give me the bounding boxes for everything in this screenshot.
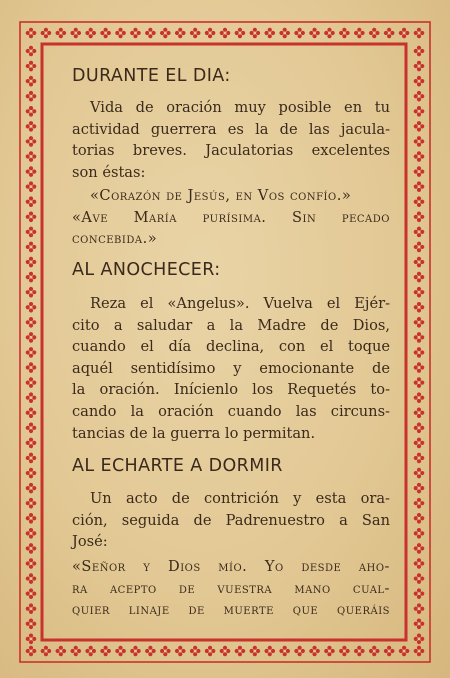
ornament-flower — [26, 196, 37, 207]
ornament-flower — [26, 181, 37, 192]
quote-line: concebida.» — [72, 230, 158, 248]
ornament-flower — [414, 196, 425, 207]
ornament-flower — [115, 28, 126, 39]
heading-al-anochecer: AL ANOCHECER: — [72, 260, 221, 280]
ornament-flower — [26, 543, 37, 554]
ornament-flower — [175, 28, 186, 39]
ornament-flower — [160, 646, 171, 657]
quote-line: «Señor y Dios mío. Yo desde aho- — [72, 558, 390, 575]
ornament-flower — [414, 151, 425, 162]
text-line: José: — [72, 533, 108, 551]
ornament-flower — [26, 483, 37, 494]
ornament-flower — [41, 646, 52, 657]
ornament-flower — [26, 227, 37, 238]
paragraph-al-echarte-a-dormir — [72, 488, 390, 553]
ornament-flower — [264, 28, 275, 39]
ornament-flower — [309, 28, 320, 39]
ornament-flower — [414, 634, 425, 645]
ornament-flower — [414, 588, 425, 599]
text-line: tancias de la guerra lo permitan. — [72, 424, 316, 442]
text-line: Reza el «Angelus». Vuelva el Ejér- — [90, 295, 390, 312]
ornament-flower — [26, 287, 37, 298]
ornament-flower — [26, 347, 37, 358]
ornament-flower — [190, 646, 201, 657]
heading-durante-el-dia: DURANTE EL DIA: — [72, 66, 231, 86]
ornament-flower — [26, 136, 37, 147]
ornament-flower — [264, 646, 275, 657]
ornament-flower — [115, 646, 126, 657]
ornament-flower — [26, 28, 37, 39]
ornament-flower — [26, 498, 37, 509]
ornament-flower — [414, 603, 425, 614]
ornament-flower — [414, 166, 425, 177]
ornament-flower — [26, 46, 37, 57]
ornament-flower — [414, 212, 425, 223]
ornament-flower — [384, 646, 395, 657]
ornament-flower — [399, 28, 410, 39]
text-line: ción, seguida de Padrenuestro a San — [72, 511, 390, 529]
ornament-flower — [414, 573, 425, 584]
paragraph-durante-el-dia — [72, 97, 390, 183]
ornament-flower — [26, 646, 37, 657]
prayer-quote-1 — [72, 185, 390, 250]
paragraph-al-anochecer — [72, 293, 390, 444]
ornament-flower — [130, 28, 141, 39]
ornament-flower — [205, 646, 216, 657]
ornament-flower — [26, 272, 37, 283]
ornament-flower — [26, 302, 37, 313]
ornament-flower — [414, 287, 425, 298]
ornament-flower — [414, 528, 425, 539]
ornament-flower — [26, 106, 37, 117]
ornament-flower — [160, 28, 171, 39]
ornament-flower — [26, 317, 37, 328]
text-line: cuando el día declina, con el toque — [72, 338, 390, 356]
ornament-flower — [324, 28, 335, 39]
ornament-flower — [414, 438, 425, 449]
ornament-flower — [414, 646, 425, 657]
ornament-flower — [130, 646, 141, 657]
ornament-flower — [26, 332, 37, 343]
ornament-flower — [414, 121, 425, 132]
ornament-flower — [85, 646, 96, 657]
ornament-flower — [414, 317, 425, 328]
ornament-flower — [26, 407, 37, 418]
ornament-flower — [414, 136, 425, 147]
ornament-flower — [26, 634, 37, 645]
ornament-flower — [384, 28, 395, 39]
ornament-flower — [70, 28, 81, 39]
quote-line: «Ave María purísima. Sin pecado — [72, 208, 390, 226]
ornament-flower — [26, 513, 37, 524]
ornament-flower — [414, 46, 425, 57]
ornament-flower — [414, 242, 425, 253]
ornament-flower — [26, 76, 37, 87]
ornament-flower — [414, 407, 425, 418]
ornament-flower — [414, 76, 425, 87]
prayer-quote-2 — [72, 556, 390, 621]
text-line: torias breves. Jaculatorias excelentes — [72, 142, 390, 160]
ornament-flower — [220, 646, 231, 657]
ornament-flower — [26, 242, 37, 253]
text-line: son éstas: — [72, 163, 146, 181]
ornament-flower — [414, 543, 425, 554]
ornament-flower — [354, 646, 365, 657]
quote-line: quier linaje de muerte que queráis — [72, 601, 390, 619]
ornament-flower — [41, 28, 52, 39]
ornament-flower — [414, 362, 425, 373]
ornament-flower — [85, 28, 96, 39]
ornament-flower — [250, 28, 261, 39]
text-line: cando la oración cuando las circuns- — [72, 402, 390, 420]
ornament-flower — [235, 646, 246, 657]
ornament-flower — [399, 646, 410, 657]
ornament-flower — [26, 61, 37, 72]
ornament-flower — [26, 468, 37, 479]
ornament-flower — [414, 498, 425, 509]
ornament-flower — [414, 302, 425, 313]
ornament-flower — [279, 28, 290, 39]
ornament-flower — [70, 646, 81, 657]
ornament-flower — [354, 28, 365, 39]
text-line: aquél sentidísimo y emocionante de — [72, 359, 390, 377]
ornament-flower — [56, 28, 67, 39]
ornament-flower — [190, 28, 201, 39]
ornament-flower — [414, 106, 425, 117]
ornament-flower — [26, 588, 37, 599]
ornament-flower — [414, 453, 425, 464]
ornament-flower — [339, 28, 350, 39]
text-line: la oración. Inícienlo los Requetés to- — [72, 381, 390, 399]
ornament-flower — [100, 28, 111, 39]
ornament-flower — [26, 618, 37, 629]
ornament-flower — [250, 646, 261, 657]
ornament-flower — [26, 423, 37, 434]
ornament-flower — [339, 646, 350, 657]
ornament-flower — [205, 28, 216, 39]
ornament-flower — [414, 91, 425, 102]
ornament-flower — [294, 646, 305, 657]
ornament-flower — [414, 257, 425, 268]
ornament-flower — [279, 646, 290, 657]
ornament-flower — [414, 513, 425, 524]
ornament-flower — [414, 392, 425, 403]
ornament-flower — [100, 646, 111, 657]
heading-al-echarte-a-dormir: AL ECHARTE A DORMIR — [72, 456, 283, 476]
ornament-flower — [26, 573, 37, 584]
ornament-flower — [414, 468, 425, 479]
ornament-flower — [26, 438, 37, 449]
text-line: Vida de oración muy posible en tu — [90, 99, 390, 116]
ornament-flower — [414, 483, 425, 494]
ornament-flower — [414, 181, 425, 192]
ornament-flower — [26, 558, 37, 569]
ornament-flower — [235, 28, 246, 39]
ornament-flower — [56, 646, 67, 657]
ornament-flower — [414, 558, 425, 569]
ornament-flower — [145, 28, 156, 39]
ornament-flower — [26, 257, 37, 268]
ornament-flower — [414, 423, 425, 434]
ornament-flower — [414, 332, 425, 343]
ornament-flower — [175, 646, 186, 657]
ornament-flower — [414, 377, 425, 388]
text-line: Un acto de contrición y esta ora- — [90, 490, 390, 507]
ornament-flower — [414, 618, 425, 629]
ornament-flower — [26, 603, 37, 614]
ornament-flower — [26, 121, 37, 132]
ornament-flower — [414, 272, 425, 283]
ornament-flower — [294, 28, 305, 39]
ornament-flower — [220, 28, 231, 39]
text-line: cito a saludar a la Madre de Dios, — [72, 316, 390, 334]
ornament-flower — [414, 28, 425, 39]
ornament-flower — [26, 166, 37, 177]
ornament-flower — [26, 453, 37, 464]
ornament-flower — [145, 646, 156, 657]
ornament-flower — [26, 362, 37, 373]
ornament-flower — [414, 61, 425, 72]
quote-line: ra acepto de vuestra mano cual- — [72, 579, 390, 597]
ornament-flower — [26, 392, 37, 403]
ornament-flower — [369, 28, 380, 39]
ornament-flower — [26, 377, 37, 388]
ornament-flower — [414, 347, 425, 358]
ornament-flower — [26, 528, 37, 539]
ornament-flower — [414, 227, 425, 238]
ornament-flower — [369, 646, 380, 657]
quote-line: «Corazón de Jesús, en Vos confío.» — [90, 187, 352, 204]
text-line: actividad guerrera es la de las jacula- — [72, 120, 390, 138]
ornament-flower — [26, 212, 37, 223]
ornament-flower — [26, 151, 37, 162]
ornament-flower — [309, 646, 320, 657]
ornament-flower — [324, 646, 335, 657]
ornament-flower — [26, 91, 37, 102]
